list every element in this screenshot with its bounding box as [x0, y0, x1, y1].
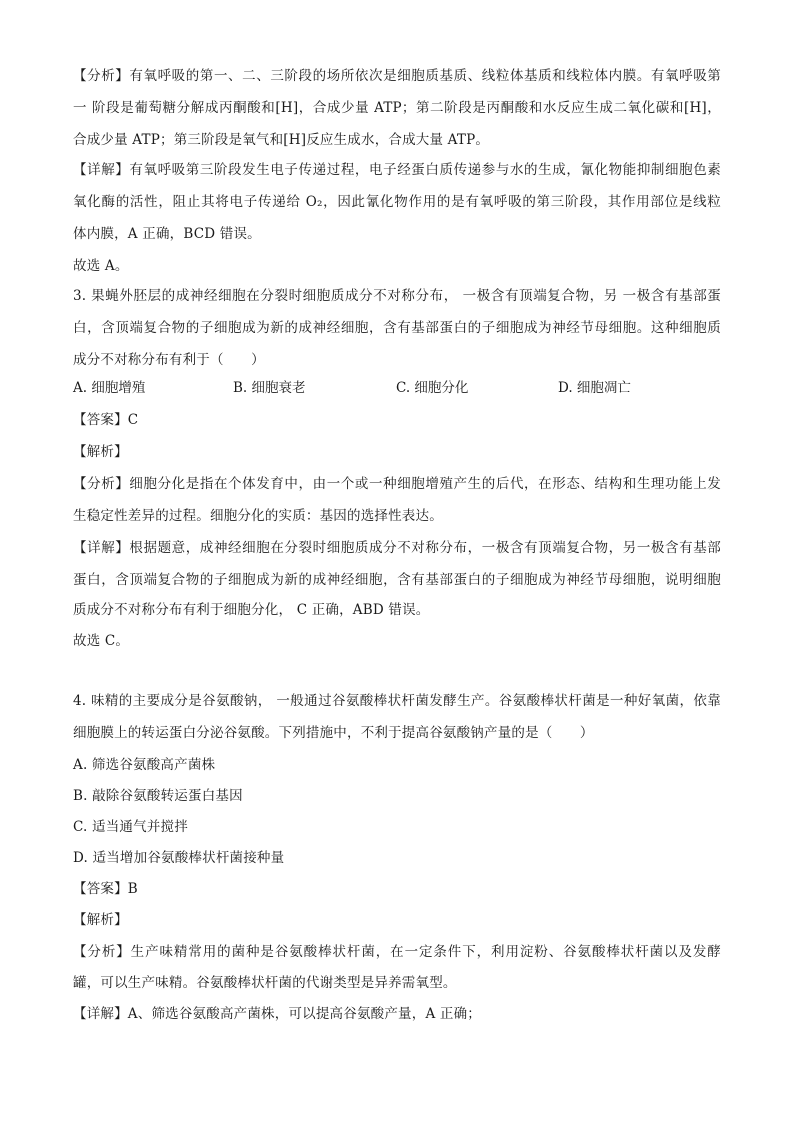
- option-b: B. 敲除谷氨酸转运蛋白基因: [73, 788, 243, 804]
- text-line: 【详解】根据题意，成神经细胞在分裂时细胞质成分不对称分布，一极含有顶端复合物，另一极含有基部: [73, 540, 721, 556]
- text-line: 一 阶段是葡萄糖分解成丙酮酸和[H]，合成少量 ATP；第二阶段是丙酮酸和水反应生成二氧化碳和[H]，: [73, 100, 721, 116]
- question-4-text: 4. 味精的主要成分是谷氨酸钠， 一般通过谷氨酸棒状杆菌发酵生产。谷氨酸棒状杆菌是一种好氧菌，依靠: [73, 693, 721, 709]
- question-3-text: 成分不对称分布有利于（ ）: [73, 352, 265, 368]
- analysis-label: 【解析】: [73, 912, 128, 928]
- text-line: 【分析】细胞分化是指在个体发育中，由一个或一种细胞增殖产生的后代，在形态、结构和生理功能上发: [73, 476, 721, 492]
- question-3-options: [73, 378, 733, 400]
- option-a: A. 筛选谷氨酸高产菌株: [73, 757, 216, 773]
- option-d: D. 细胞凋亡: [558, 380, 631, 396]
- text-line: 罐，可以生产味精。谷氨酸棒状杆菌的代谢类型是异养需氧型。: [73, 975, 457, 991]
- question-3-text: 白，含顶端复合物的子细胞成为新的成神经细胞，含有基部蛋白的子细胞成为神经节母细胞。这种细胞质: [73, 320, 721, 336]
- text-line: 【详解】有氧呼吸第三阶段发生电子传递过程，电子经蛋白质传递参与水的生成，氰化物能抑制细胞色素: [73, 162, 721, 178]
- text-line: 故选 A。: [73, 258, 129, 274]
- text-line: 氧化酶的活性，阻止其将电子传递给 O₂，因此氰化物作用的是有氧呼吸的第三阶段，其作用部位是线粒: [73, 194, 721, 210]
- text-line: 体内膜，A 正确，BCD 错误。: [73, 226, 261, 242]
- answer-label: 【答案】C: [73, 412, 139, 428]
- text-line: 【分析】有氧呼吸的第一、二、三阶段的场所依次是细胞质基质、线粒体基质和线粒体内膜。有氧呼吸第: [73, 68, 721, 84]
- answer-label: 【答案】B: [73, 881, 138, 897]
- text-line: 质成分不对称分布有利于细胞分化， C 正确，ABD 错误。: [73, 602, 430, 618]
- question-4-text: 细胞膜上的转运蛋白分泌谷氨酸。下列措施中，不利于提高谷氨酸钠产量的是（ ）: [73, 725, 594, 741]
- text-line: 【分析】生产味精常用的菌种是谷氨酸棒状杆菌，在一定条件下，利用淀粉、谷氨酸棒状杆菌以及发酵: [73, 944, 721, 960]
- option-d: D. 适当增加谷氨酸棒状杆菌接种量: [73, 850, 285, 866]
- text-line: 故选 C。: [73, 633, 130, 649]
- text-line: 【详解】A、筛选谷氨酸高产菌株，可以提高谷氨酸产量，A 正确；: [73, 1006, 481, 1022]
- text-line: 合成少量 ATP；第三阶段是氧气和[H]反应生成水，合成大量 ATP。: [73, 132, 490, 148]
- option-c: C. 适当通气并搅拌: [73, 819, 188, 835]
- text-line: 蛋白，含顶端复合物的子细胞成为新的成神经细胞，含有基部蛋白的子细胞成为神经节母细胞，说明细胞: [73, 572, 721, 588]
- option-b: B. 细胞衰老: [233, 380, 306, 396]
- option-a: A. 细胞增殖: [73, 380, 146, 396]
- text-line: 生稳定性差异的过程。细胞分化的实质：基因的选择性表达。: [73, 508, 443, 524]
- option-c: C. 细胞分化: [396, 380, 469, 396]
- analysis-label: 【解析】: [73, 444, 128, 460]
- question-3-text: 3. 果蝇外胚层的成神经细胞在分裂时细胞质成分不对称分布， 一极含有顶端复合物，另 一极含有基部蛋: [73, 288, 721, 304]
